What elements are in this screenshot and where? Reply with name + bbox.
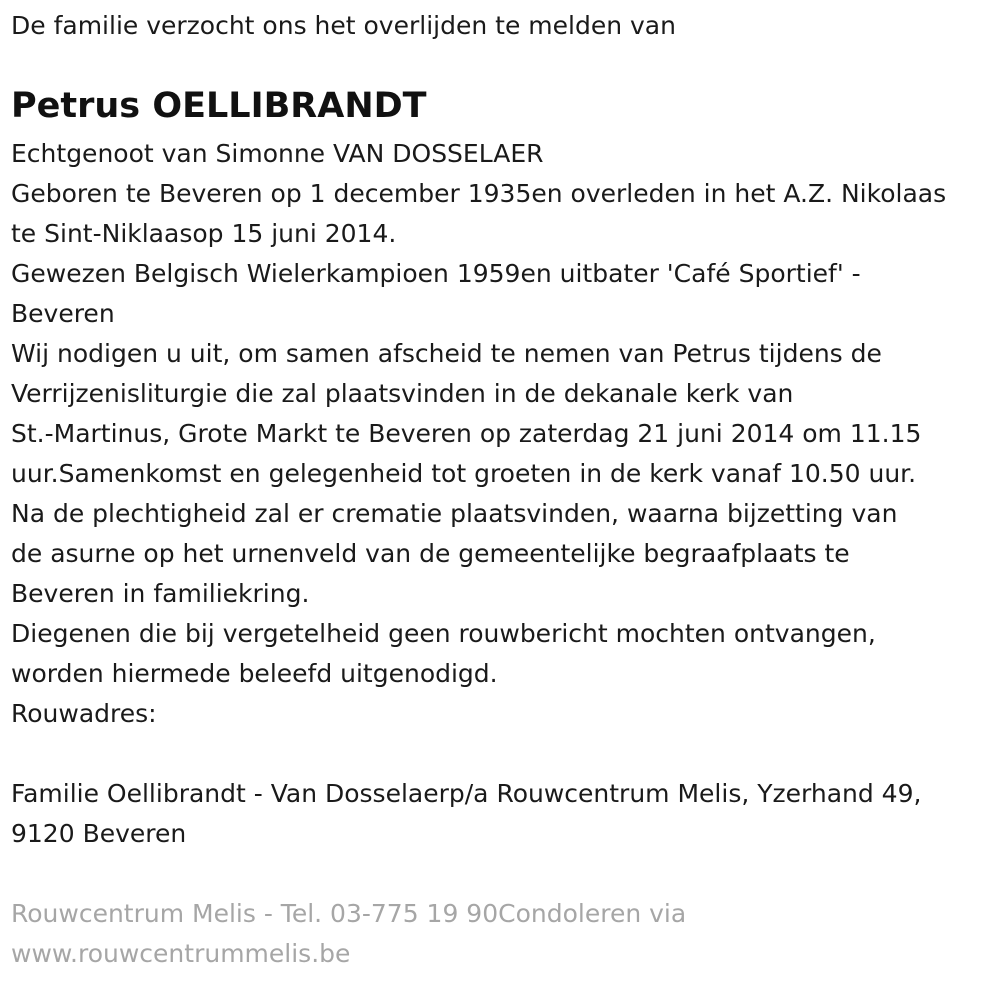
birth-death-line-cont: te Sint-Niklaasop 15 juni 2014.: [11, 219, 397, 248]
spacer: [11, 734, 991, 774]
mourning-address-line: 9120 Beveren: [11, 819, 187, 848]
birth-death-line: Geboren te Beveren op 1 december 1935en overleden in het A.Z. Nikolaas: [11, 179, 947, 208]
apology-line: worden hiermede beleefd uitgenodigd.: [11, 659, 498, 688]
cremation-line: Beveren in familiekring.: [11, 579, 310, 608]
funeral-home-footer: [11, 894, 686, 974]
career-line: Gewezen Belgisch Wielerkampioen 1959en uitbater 'Café Sportief' -: [11, 259, 861, 288]
mourning-address-label: Rouwadres:: [11, 699, 157, 728]
mourning-address-line: Familie Oellibrandt - Van Dosselaerp/a Rouwcentrum Melis, Yzerhand 49,: [11, 779, 922, 808]
career-line-cont: Beveren: [11, 299, 115, 328]
spouse-line: Echtgenoot van Simonne VAN DOSSELAER: [11, 139, 544, 168]
deceased-name: Petrus OELLIBRANDT: [11, 86, 427, 126]
notice-intro: De familie verzocht ons het overlijden te melden van: [11, 11, 676, 40]
funeral-home-contact: Rouwcentrum Melis - Tel. 03-775 19 90Condoleren via: [11, 899, 687, 928]
invitation-line: Wij nodigen u uit, om samen afscheid te nemen van Petrus tijdens de: [11, 339, 882, 368]
cremation-line: de asurne op het urnenveld van de gemeentelijke begraafplaats te: [11, 539, 850, 568]
cremation-line: Na de plechtigheid zal er crematie plaatsvinden, waarna bijzetting van: [11, 499, 898, 528]
funeral-home-website: www.rouwcentrummelis.be: [11, 939, 351, 968]
apology-line: Diegenen die bij vergetelheid geen rouwbericht mochten ontvangen,: [11, 619, 876, 648]
notice-body: [11, 134, 991, 854]
invitation-line: uur.Samenkomst en gelegenheid tot groeten in de kerk vanaf 10.50 uur.: [11, 459, 917, 488]
invitation-line: Verrijzenisliturgie die zal plaatsvinden in de dekanale kerk van: [11, 379, 794, 408]
invitation-line: St.-Martinus, Grote Markt te Beveren op zaterdag 21 juni 2014 om 11.15: [11, 419, 922, 448]
